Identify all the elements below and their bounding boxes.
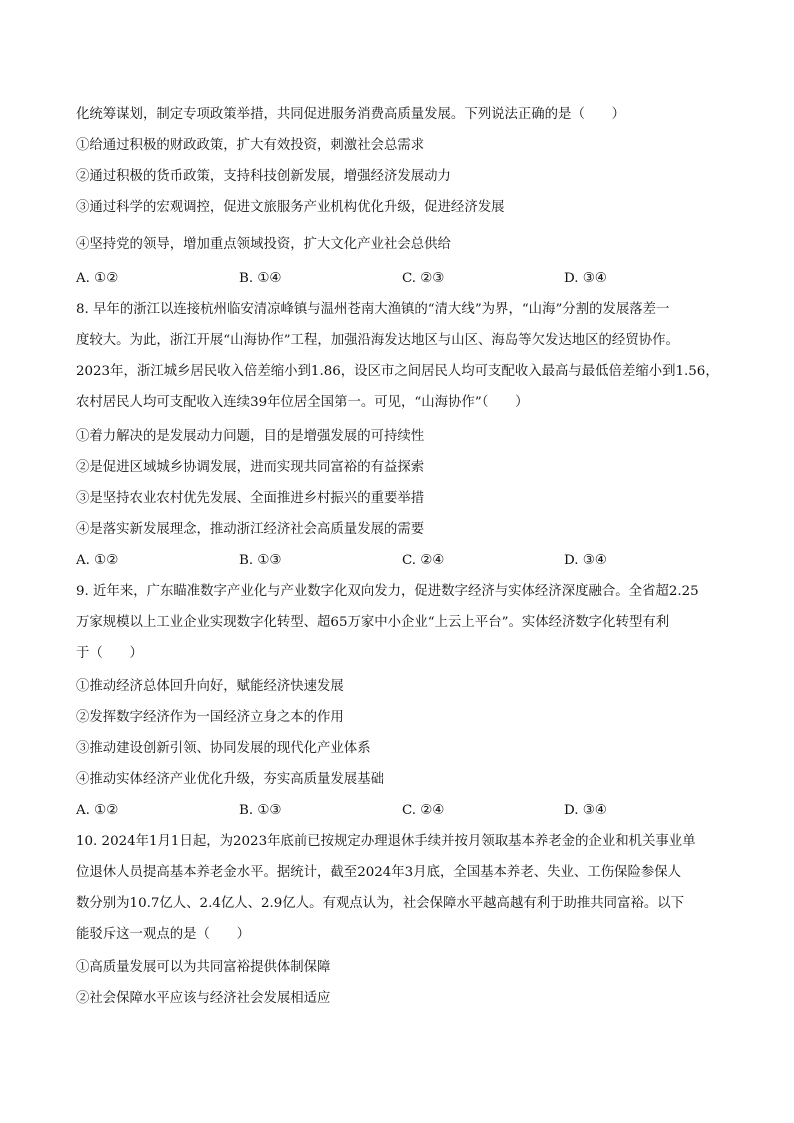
q8-options [76,552,726,570]
q8-option-a[interactable]: A. ①② [76,553,119,568]
q8-stem-line-4: 农村居民人均可支配收入连续39年位居全国第一。可见，“山海协作”（ ） [76,395,529,410]
q9-option-d[interactable]: D. ③④ [564,803,607,818]
q7-statement-2: ②通过积极的货币政策，支持科技创新发展，增强经济发展动力 [76,169,451,184]
q9-statement-1: ①推动经济总体回升向好，赋能经济快速发展 [76,679,344,694]
q8-option-c[interactable]: C. ②④ [402,553,445,568]
q8-statement-3: ③是坚持农业农村优先发展、全面推进乡村振兴的重要举措 [76,491,425,506]
q8-option-b[interactable]: B. ①③ [239,553,282,568]
q10-statement-2: ②社会保障水平应该与经济社会发展相适应 [76,991,331,1006]
q7-stem-tail: 化统筹谋划，制定专项政策举措，共同促进服务消费高质量发展。下列说法正确的是（ ） [76,107,626,122]
q7-statement-1: ①给通过积极的财政政策，扩大有效投资，刺激社会总需求 [76,138,425,153]
q9-statement-2: ②发挥数字经济作为一国经济立身之本的作用 [76,710,344,725]
q9-option-b[interactable]: B. ①③ [239,803,282,818]
q8-stem-line-2: 度较大。为此，浙江开展“山海协作”工程，加强沿海发达地区与山区、海岛等欠发达地区的经贸协作。 [76,333,679,348]
q9-statement-3: ③推动建设创新引领、协同发展的现代化产业体系 [76,741,371,756]
q8-stem-line-3: 2023年，浙江城乡居民收入倍差缩小到1.86，设区市之间居民人均可支配收入最高与最低倍差缩小到1.56， [76,364,719,379]
q9-option-c[interactable]: C. ②④ [402,803,445,818]
q8-statement-1: ①着力解决的是发展动力问题，目的是增强发展的可持续性 [76,429,425,444]
q7-options [76,270,726,288]
q10-stem-line-4: 能驳斥这一观点的是（ ） [76,927,251,942]
q10-stem-line-2: 位退休人员提高基本养老金水平。据统计，截至2024年3月底，全国基本养老、失业、工伤保险参保人 [76,865,682,880]
q10-statement-1: ①高质量发展可以为共同富裕提供体制保障 [76,960,331,975]
q10-stem-line-1: 10. 2024年1月1日起，为2023年底前已按规定办理退休手续并按月领取基本养老金的企业和机关事业单 [76,834,696,849]
q8-stem-line-1: 8. 早年的浙江以连接杭州临安清凉峰镇与温州苍南大渔镇的“清大线”为界，“山海”分割的发展落差一 [76,302,670,317]
q7-option-c[interactable]: C. ②③ [402,271,445,286]
q7-statement-4: ④坚持党的领导，增加重点领域投资，扩大文化产业社会总供给 [76,237,451,252]
q9-option-a[interactable]: A. ①② [76,803,119,818]
q7-option-b[interactable]: B. ①④ [239,271,282,286]
q9-stem-line-1: 9. 近年来，广东瞄准数字产业化与产业数字化双向发力，促进数字经济与实体经济深度融合。全省超2.25 [76,584,699,599]
q9-statement-4: ④推动实体经济产业优化升级，夯实高质量发展基础 [76,772,384,787]
q10-stem-line-3: 数分别为10.7亿人、2.4亿人、2.9亿人。有观点认为，社会保障水平越高越有利于助推共同富裕。以下 [76,896,685,911]
q7-option-a[interactable]: A. ①② [76,271,119,286]
q7-option-d[interactable]: D. ③④ [564,271,607,286]
q7-statement-3: ③通过科学的宏观调控，促进文旅服务产业机构优化升级，促进经济发展 [76,200,505,215]
q8-statement-4: ④是落实新发展理念，推动浙江经济社会高质量发展的需要 [76,522,425,537]
q8-option-d[interactable]: D. ③④ [564,553,607,568]
q9-stem-line-3: 于（ ） [76,646,143,661]
q9-stem-line-2: 万家规模以上工业企业实现数字化转型、超65万家中小企业“上云上平台”。实体经济数字化转型有利 [76,615,670,630]
q8-statement-2: ②是促进区域城乡协调发展，进而实现共同富裕的有益探索 [76,460,425,475]
q9-options [76,802,726,820]
